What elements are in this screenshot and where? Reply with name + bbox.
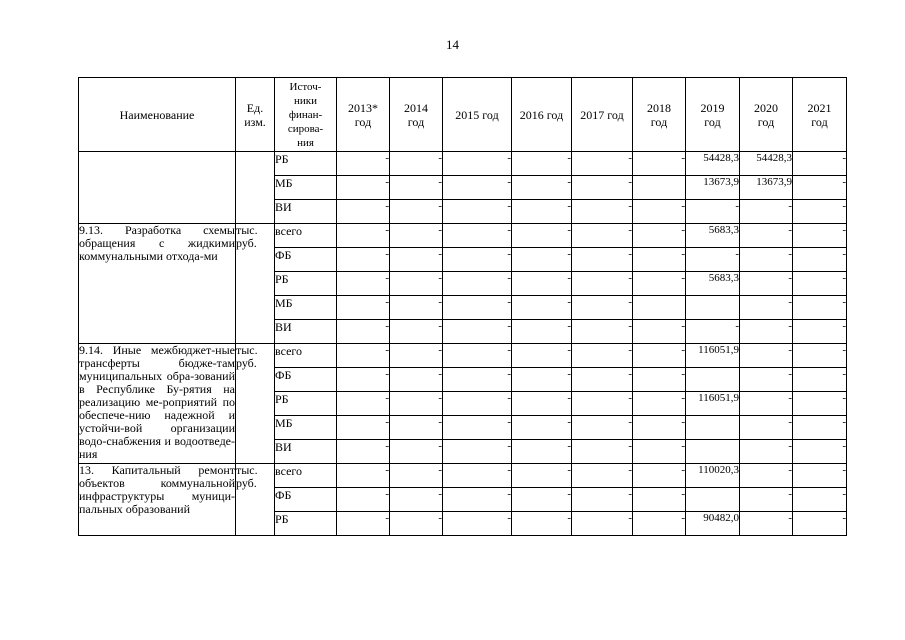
header-year-line: 2020 [754, 100, 778, 115]
year-value: 110020,3 [686, 464, 740, 488]
year-value: - [793, 440, 847, 464]
year-value: - [572, 368, 633, 392]
funding-source: ВИ [275, 320, 337, 344]
header-source-line: ники [293, 94, 317, 107]
year-value: - [633, 344, 686, 368]
year-value: - [390, 344, 443, 368]
year-value: - [572, 152, 633, 176]
year-value: - [443, 176, 512, 200]
year-value: - [512, 152, 572, 176]
year-value: - [337, 464, 390, 488]
year-value: - [337, 272, 390, 296]
header-source-line: ния [297, 136, 314, 149]
year-value: - [390, 296, 443, 320]
year-value: - [633, 320, 686, 344]
year-value: - [793, 488, 847, 512]
year-value: - [337, 176, 390, 200]
year-value: - [443, 152, 512, 176]
year-value: - [390, 176, 443, 200]
year-value: - [512, 464, 572, 488]
year-value: 13673,9 [740, 176, 793, 200]
year-value: - [443, 392, 512, 416]
year-value: 54428,3 [740, 152, 793, 176]
header-year-line: 2013* [348, 100, 378, 115]
header-year-line: 2017 год [580, 107, 624, 122]
year-value: - [793, 176, 847, 200]
year-value: - [572, 224, 633, 248]
table-body [79, 152, 847, 536]
header-year [390, 78, 443, 152]
header-source-line: Источ- [289, 80, 322, 93]
header-year-line: год [650, 114, 668, 129]
header-year [337, 78, 390, 152]
header-year [793, 78, 847, 152]
year-value [686, 488, 740, 512]
year-value: - [337, 344, 390, 368]
year-value: - [633, 440, 686, 464]
year-value: - [793, 296, 847, 320]
year-value: - [390, 248, 443, 272]
year-value: - [740, 272, 793, 296]
year-value: - [572, 488, 633, 512]
funding-source: ФБ [275, 368, 337, 392]
year-value: - [390, 392, 443, 416]
year-value: - [793, 152, 847, 176]
header-unit-line: изм. [244, 114, 266, 129]
year-value: - [443, 464, 512, 488]
year-value: - [740, 488, 793, 512]
header-year [740, 78, 793, 152]
year-value: - [512, 320, 572, 344]
year-value: - [337, 200, 390, 224]
year-value: - [740, 368, 793, 392]
year-value: - [572, 176, 633, 200]
year-value: - [572, 296, 633, 320]
year-value [686, 296, 740, 320]
year-value: - [793, 320, 847, 344]
year-value: - [390, 464, 443, 488]
year-value: - [512, 440, 572, 464]
year-value: - [337, 440, 390, 464]
year-value: - [740, 416, 793, 440]
year-value: - [572, 392, 633, 416]
table-row [79, 344, 847, 368]
year-value: - [390, 152, 443, 176]
item-unit: тыс. руб. [236, 464, 275, 536]
year-value: - [793, 464, 847, 488]
funding-source: ФБ [275, 488, 337, 512]
year-value: - [793, 200, 847, 224]
header-year [443, 78, 512, 152]
header-year-line: год [704, 114, 721, 129]
year-value: - [740, 224, 793, 248]
item-name: 9.14. Иные межбюджет-ные трансферты бюдже-там муниципальных обра-зований в Республике Бу-рятия на реализацию ме-роприятий по обеспече-нию надежной и устойчи-вой организации водо-снабжения и водоотведе-ния [79, 344, 236, 464]
year-value: - [512, 416, 572, 440]
year-value: - [633, 272, 686, 296]
year-value: - [686, 320, 740, 344]
header-year [633, 78, 686, 152]
year-value: - [572, 464, 633, 488]
year-value: - [443, 512, 512, 536]
table-row [79, 224, 847, 248]
table-row [79, 152, 847, 176]
year-value: - [390, 440, 443, 464]
funding-source: всего [275, 344, 337, 368]
year-value: - [793, 512, 847, 536]
year-value: - [740, 392, 793, 416]
funding-source: ВИ [275, 200, 337, 224]
header-name: Наименование [79, 78, 236, 152]
item-unit: тыс. руб. [236, 344, 275, 464]
year-value: - [390, 488, 443, 512]
header-year [512, 78, 572, 152]
header-year-line: год [354, 114, 372, 129]
budget-table [78, 77, 847, 536]
funding-source: РБ [275, 512, 337, 536]
year-value: - [390, 272, 443, 296]
year-value: - [572, 272, 633, 296]
year-value: - [337, 416, 390, 440]
header-year-line: год [757, 114, 775, 129]
year-value: - [740, 344, 793, 368]
year-value: - [443, 488, 512, 512]
year-value: - [337, 248, 390, 272]
year-value: - [793, 392, 847, 416]
year-value: - [512, 224, 572, 248]
header-source [275, 78, 337, 152]
funding-source: РБ [275, 272, 337, 296]
year-value: - [512, 176, 572, 200]
year-value: 5683,3 [686, 272, 740, 296]
funding-source: ВИ [275, 440, 337, 464]
year-value: - [512, 248, 572, 272]
year-value: - [512, 368, 572, 392]
year-value: - [337, 368, 390, 392]
year-value: - [740, 440, 793, 464]
year-value [686, 368, 740, 392]
year-value: - [337, 488, 390, 512]
year-value: - [443, 200, 512, 224]
year-value [686, 440, 740, 464]
year-value: - [686, 248, 740, 272]
item-name: 13. Капитальный ремонт объектов коммунальной инфраструктуры муници-пальных образований [79, 464, 236, 536]
year-value: - [793, 344, 847, 368]
year-value: - [740, 296, 793, 320]
year-value: - [793, 416, 847, 440]
year-value: - [633, 248, 686, 272]
header-year [686, 78, 740, 152]
year-value: - [572, 248, 633, 272]
year-value: - [443, 272, 512, 296]
year-value: - [793, 224, 847, 248]
page-number: 14 [446, 37, 459, 52]
funding-source: МБ [275, 416, 337, 440]
header-year-line: 2014 [404, 100, 428, 115]
year-value: - [337, 296, 390, 320]
year-value: - [443, 440, 512, 464]
header-year-line: 2016 год [519, 107, 564, 122]
year-value: - [512, 272, 572, 296]
year-value: - [337, 224, 390, 248]
year-value: - [512, 392, 572, 416]
year-value: - [686, 200, 740, 224]
year-value: - [443, 320, 512, 344]
year-value: - [443, 248, 512, 272]
year-value: 54428,3 [686, 152, 740, 176]
year-value: - [443, 416, 512, 440]
year-value: - [793, 248, 847, 272]
year-value: 5683,3 [686, 224, 740, 248]
header-year-line: 2021 [807, 100, 832, 115]
year-value: - [633, 224, 686, 248]
item-unit: тыс. руб. [236, 224, 275, 344]
header-year [572, 78, 633, 152]
year-value: - [633, 200, 686, 224]
year-value: - [633, 368, 686, 392]
year-value [633, 176, 686, 200]
year-value: - [443, 224, 512, 248]
header-year-line: 2015 год [455, 107, 499, 122]
year-value: - [572, 512, 633, 536]
year-value: - [572, 200, 633, 224]
funding-source: МБ [275, 176, 337, 200]
year-value: 90482,0 [686, 512, 740, 536]
year-value [633, 296, 686, 320]
year-value: - [633, 464, 686, 488]
item-unit [236, 152, 275, 224]
year-value: - [793, 368, 847, 392]
year-value: - [633, 392, 686, 416]
funding-source: всего [275, 224, 337, 248]
table-header [79, 78, 847, 152]
year-value: - [337, 392, 390, 416]
item-name [79, 152, 236, 224]
year-value: - [512, 488, 572, 512]
header-unit [236, 78, 275, 152]
year-value: - [443, 344, 512, 368]
header-source-line: сирова- [287, 122, 324, 135]
item-name: 9.13. Разработка схемы обращения с жидкими коммунальными отхода-ми [79, 224, 236, 344]
year-value: - [572, 440, 633, 464]
year-value [686, 416, 740, 440]
year-value: - [633, 416, 686, 440]
year-value: 13673,9 [686, 176, 740, 200]
funding-source: РБ [275, 152, 337, 176]
year-value: - [633, 488, 686, 512]
header-year-line: 2019 [700, 100, 725, 115]
year-value: - [740, 464, 793, 488]
year-value: - [633, 512, 686, 536]
table-row [79, 464, 847, 488]
year-value: - [337, 512, 390, 536]
year-value: - [572, 320, 633, 344]
funding-source: РБ [275, 392, 337, 416]
year-value: 116051,9 [686, 392, 740, 416]
year-value: - [443, 296, 512, 320]
year-value: - [512, 344, 572, 368]
year-value: - [793, 272, 847, 296]
year-value: - [512, 296, 572, 320]
year-value: - [443, 368, 512, 392]
year-value: - [512, 512, 572, 536]
year-value: - [740, 248, 793, 272]
funding-source: МБ [275, 296, 337, 320]
year-value: - [390, 368, 443, 392]
header-source-line: финан- [288, 108, 323, 121]
year-value: - [390, 416, 443, 440]
header-year-line: 2018 [647, 100, 671, 115]
year-value: - [390, 224, 443, 248]
funding-source: ФБ [275, 248, 337, 272]
year-value: - [512, 200, 572, 224]
year-value: 116051,9 [686, 344, 740, 368]
funding-source: всего [275, 464, 337, 488]
year-value: - [572, 416, 633, 440]
year-value: - [633, 152, 686, 176]
year-value: - [390, 200, 443, 224]
year-value: - [337, 320, 390, 344]
header-unit-line: Ед. [246, 100, 264, 115]
year-value: - [572, 344, 633, 368]
year-value: - [390, 512, 443, 536]
header-year-line: год [407, 114, 425, 129]
year-value: - [740, 512, 793, 536]
year-value: - [390, 320, 443, 344]
year-value: - [740, 200, 793, 224]
year-value: - [337, 152, 390, 176]
header-year-line: год [811, 114, 828, 129]
year-value: - [740, 320, 793, 344]
